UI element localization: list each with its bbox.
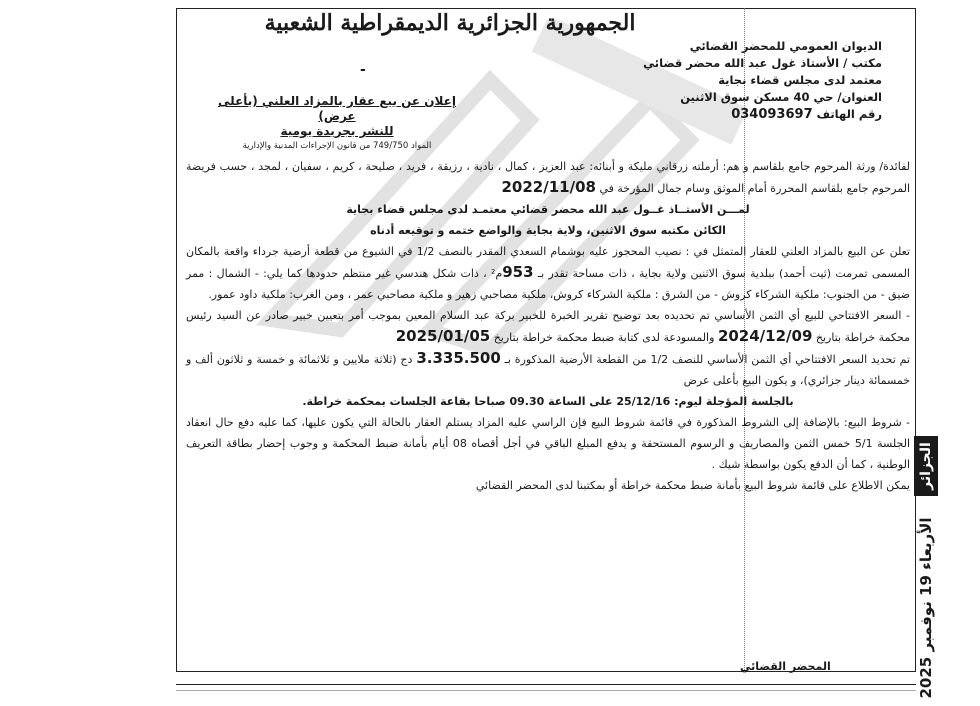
bottom-divider-secondary bbox=[176, 690, 916, 691]
phone-number: 034093697 bbox=[731, 107, 813, 122]
property-paragraph: تعلن عن البيع بالمزاد العلني للعقار المتمثل في : نصيب المحجوز عليه بوشمام السعدي المقدر بالنصف 1/2 في الشيوع من قطعة أرضية جرداء واقعة بالمكان المسمى تمرمت (ثيت أحمد) ببلدية سوق الاثنين ولاية بجاية ، ذات مساحة تقدر بـ 953م² ، ذات شكل هندسي غير منتظم حدودها كما يلي: - الشمال : ممر ضيق - من الجنوب: ملكية الشركاء كروش - من الشرق : ملكية الشركاء كروش، ملكية مصاحبي زهير و ملكية مصاحبي عمر ، ومن الغرب: ملكية داود عمور. bbox=[186, 245, 910, 301]
expert-paragraph: - السعر الافتتاحي للبيع أي الثمن الأساسي تم تحديده بعد توضيح تقرير الخبرة للخبير بركة عبد السلام المعين بموجب أمر بتعيين خبير صادر عن السيد رئيس محكمة خراطة بتاريخ 2024/12/09 والمسودعة لدى كتابة ضبط محكمة خراطة بتاريخ 2025/01/05 bbox=[186, 309, 910, 345]
bottom-divider bbox=[176, 684, 916, 685]
page-title: الجمهورية الجزائرية الديمقراطية الشعبية bbox=[264, 10, 636, 36]
ad-body bbox=[186, 156, 910, 496]
bailiff-intro-line1: لمـــن الأستــاذ غــول عبد الله محضر قضائي معتمـد لدى مجلس قضاء بجاية bbox=[346, 203, 750, 216]
bailiff-header bbox=[602, 38, 882, 123]
deposit-date: 2025/01/05 bbox=[395, 327, 491, 345]
header-line-court: معتمد لدى مجلس قضاء بجاية bbox=[718, 73, 882, 87]
property-area: 953 bbox=[502, 263, 534, 281]
price-paragraph: تم تحديد السعر الافتتاحي أي الثمن الأساسي للنصف 1/2 من القطعة الأرضية المذكورة بـ 3.335.500 دج (ثلاثة ملايين و ثلاثمائة و خمسة و ثلاثون ألف و خمسمائة دينار جزائري)، و يكون البيع بأعلى عرض bbox=[186, 349, 911, 387]
beneficiaries-paragraph: لفائدة/ ورثة المرحوم جامع بلقاسم و هم: أرملته زرقاني مليكة و أبنائه: عبد العزيز ، كمال ، نادية ، رزيقة ، فريد ، صليحة ، كريم ، سفيان ، لمجد ، حسب فريضة المرحوم جامع بلقاسم المحررة أمام الموثق وسام جمال المؤرخة في 2022/11/08 bbox=[186, 160, 910, 196]
bailiff-intro-line2: الكائن مكتبه سوق الاثنين، ولاية بجاية والواضع ختمه و توقيعه أدناه bbox=[370, 224, 726, 237]
header-phone bbox=[602, 106, 882, 123]
conditions-paragraph: - شروط البيع: بالإضافة إلى الشروط المذكورة في قائمة شروط البيع فإن الراسي عليه المزاد يستلم العقار بالحالة التي يكون عليها، كما عليه دفع حال انعقاد الجلسة 5/1 خمس الثمن والمصاريف و الرسوم المستحقة و يدفع المبلغ الباقي في أجل أقصاه 08 أيام بأمانة ضبط المحكمة و وجوب إحضار بطاقة التعريف الوطنية ، كما أن الدفع يكون بواسطة شيك . bbox=[186, 416, 911, 471]
consultation-paragraph: يمكن الاطلاع على قائمة شروط البيع بأمانة ضبط محكمة خراطة أو بمكتبنا لدى المحضر القضائي bbox=[475, 479, 910, 492]
ad-heading-block bbox=[212, 94, 462, 154]
newspaper-brand: الجزائر bbox=[914, 436, 938, 496]
ad-subheading: للنشر بجريدة يومية bbox=[280, 124, 394, 138]
header-line-office: الديوان العمومي للمحضر القضائي bbox=[689, 39, 882, 53]
deed-date: 2022/11/08 bbox=[501, 178, 596, 196]
separator-dash: - bbox=[360, 62, 366, 78]
signature: المحضر القضائي bbox=[740, 660, 831, 673]
header-line-address: العنوان/ حي 40 مسكن سوق الاثنين bbox=[680, 90, 882, 104]
session-line: بالجلسة المؤجلة ليوم: 25/12/16 على الساعة 09.30 صباحا بقاعة الجلسات بمحكمة خراطة. bbox=[302, 395, 794, 408]
opening-price: 3.335.500 bbox=[416, 349, 501, 367]
order-date: 2024/12/09 bbox=[717, 327, 813, 345]
header-line-name: مكتب / الأستاذ غول عبد الله محضر قضائي bbox=[643, 56, 882, 70]
ad-legal-ref: المواد 749/750 من قانون الإجراءات المدنية والإدارية bbox=[242, 141, 432, 151]
issue-date: الأربعاء 19 نوفمبر 2025 bbox=[917, 517, 935, 699]
newspaper-sidebar bbox=[914, 436, 938, 699]
area-unit: م² bbox=[491, 267, 503, 280]
phone-label: رقم الهاتف bbox=[816, 107, 882, 121]
ad-heading: إعلان عن بيع عقار بالمزاد العلني (بأعلى عرض) bbox=[218, 94, 456, 123]
